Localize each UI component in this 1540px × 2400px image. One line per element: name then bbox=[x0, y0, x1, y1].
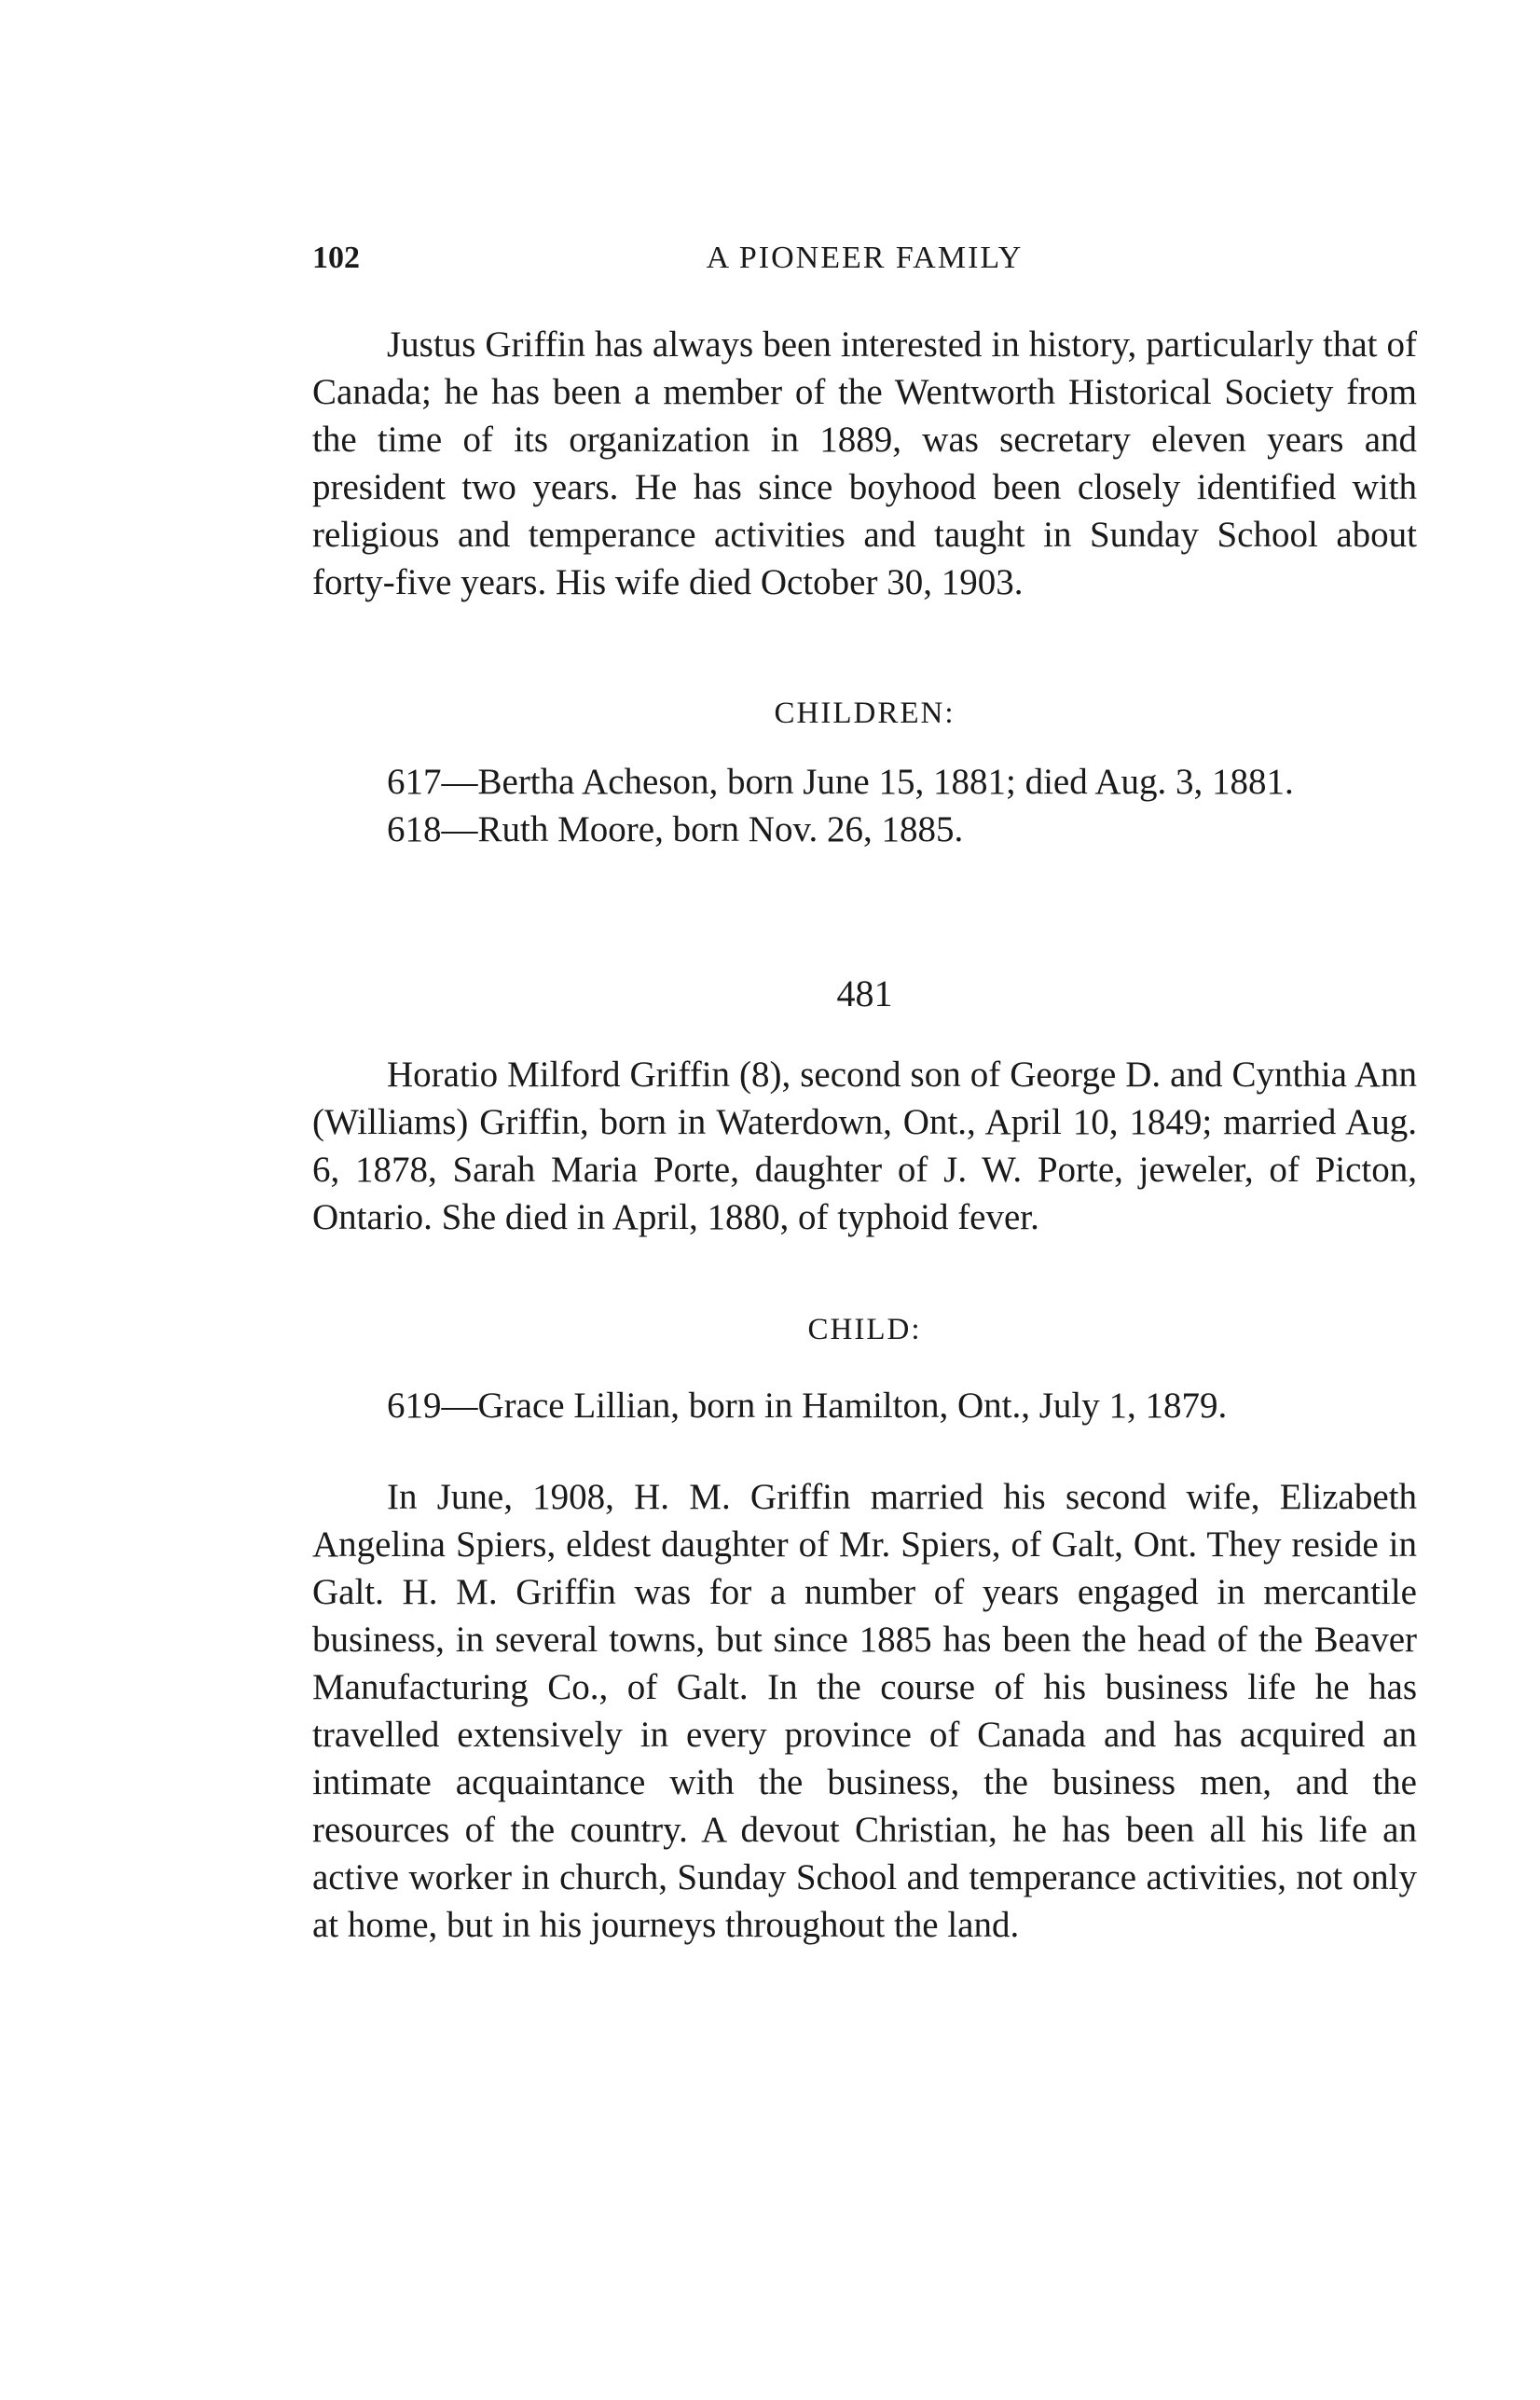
child-entry-618: 618—Ruth Moore, born Nov. 26, 1885. bbox=[387, 809, 964, 849]
paragraph-horatio-griffin bbox=[312, 1051, 1417, 1241]
children-heading: CHILDREN: bbox=[774, 697, 956, 730]
paragraph-justus-griffin-text: Justus Griffin has always been interested in history, particularly that of Canada; he has been a member of the Wentworth Historical Society from the time of its organization in 1889, was secretary eleven years and president two years. He has since boyhood been closely identified with religious and temperance activities and taught in Sunday School about forty-five years. His wife died October 30, 1903. bbox=[312, 324, 1417, 602]
entry-number-481: 481 bbox=[836, 972, 893, 1014]
paragraph-horatio-griffin-text: Horatio Milford Griffin (8), second son of George D. and Cynthia Ann (Williams) Griffin, born in Waterdown, Ont., April 10, 1849; married Aug. 6, 1878, Sarah Maria Porte, daughter of J. W. Porte, jeweler, of Picton, Ontario. She died in April, 1880, of typhoid fever. bbox=[312, 1055, 1417, 1237]
child-entry-617: 617—Bertha Acheson, born June 15, 1881; died Aug. 3, 1881. bbox=[387, 762, 1294, 802]
paragraph-second-marriage bbox=[312, 1473, 1417, 1949]
paragraph-justus-griffin bbox=[312, 321, 1417, 606]
running-title: A PIONEER FAMILY bbox=[706, 241, 1024, 275]
page-header bbox=[312, 241, 1417, 287]
page-number: 102 bbox=[312, 241, 360, 275]
child-entry-619: 619—Grace Lillian, born in Hamilton, Ont., July 1, 1879. bbox=[387, 1386, 1228, 1426]
paragraph-second-marriage-text: In June, 1908, H. M. Griffin married his second wife, Elizabeth Angelina Spiers, eldest daughter of Mr. Spiers, of Galt, Ont. They reside in Galt. H. M. Griffin was for a number of years engaged in mercantile business, in several towns, but since 1885 has been the head of the Beaver Manufacturing Co., of Galt. In the course of his business life he has travelled extensively in every province of Canada and has acquired an intimate acquaintance with the business, the business men, and the resources of the country. A devout Christian, he has been all his life an active worker in church, Sunday School and temperance activities, not only at home, but in his journeys throughout the land. bbox=[312, 1477, 1417, 1945]
child-heading: CHILD: bbox=[807, 1313, 922, 1346]
